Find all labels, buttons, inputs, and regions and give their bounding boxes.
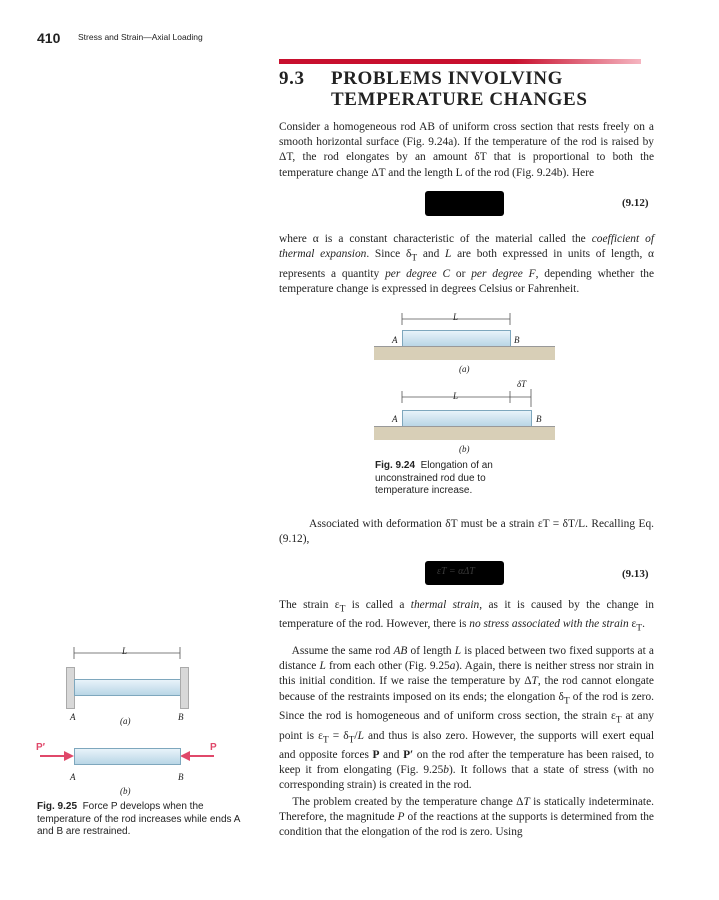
fig-9-24a-label-a: A bbox=[392, 335, 398, 345]
section-title-line1: PROBLEMS INVOLVING bbox=[331, 68, 563, 89]
fig-9-25b-force-p: P bbox=[210, 742, 217, 753]
fig-9-24b-caption: (b) bbox=[459, 444, 470, 454]
running-title: Stress and Strain—Axial Loading bbox=[78, 32, 203, 42]
paragraph-3: Associated with deformation δT must be a strain εT = δT/L. Recalling Eq. (9.12), bbox=[279, 518, 654, 546]
fig-9-24b-label-a: A bbox=[392, 414, 398, 424]
fig-9-25b-label-a: A bbox=[70, 772, 76, 782]
fig-9-25b-label-b: B bbox=[178, 772, 184, 782]
fig-9-25a-caption: (a) bbox=[120, 716, 131, 726]
paragraph-6: The problem created by the temperature change ΔT is statically indeterminate. Therefore, the magnitude P of the reactions at the supports is determined from the condition that the elongation of the rod is zero. Using bbox=[279, 796, 654, 839]
fig-9-24a-label-b: B bbox=[514, 335, 520, 345]
fig-9-25a-rod bbox=[74, 679, 181, 696]
paragraph-2: where α is a constant characteristic of the material called the coefficient of thermal expansion. Since $\delta_T$ and L are both expressed in units of length, α represents a quantity per degree C or per degree F, depending whether the temperature change is expressed in degrees Celsius or Fahrenheit. bbox=[279, 233, 654, 295]
section-number: 9.3 bbox=[279, 68, 305, 89]
fig-9-25b-force-p-prime: P′ bbox=[36, 742, 46, 753]
paragraph-4: The strain $\varepsilon_T$ is called a thermal strain, as it is caused by the change in temperature of the rod. However, there is no stress associated with the strain $\varepsilon_T$. bbox=[279, 599, 654, 634]
fig-9-24-caption-number: Fig. 9.24 bbox=[375, 460, 416, 471]
paragraph-5: Assume the same rod AB of length L is placed between two fixed supports at a distance L from each other (Fig. 9.25a). Again, there is neither stress nor strain in this initial condition. If we raise the temperature by ΔT, the rod cannot elongate because of the restraints imposed on its ends; the elongation $\delta_T$ of the rod is zero. Since the rod is homogeneous and of uniform cross section, the strain $\varepsilon_T$ at any point is $\varepsilon_T = \delta_T/L$ and thus is also zero. However, the supports will exert equal and opposite forces P and P′ on the rod after the temperature has been raised, to keep it from elongating (Fig. 9.25b). It follows that a state of stress (with no corresponding strain) is created in the rod. bbox=[279, 645, 655, 792]
fig-9-25a-label-a: A bbox=[70, 712, 76, 722]
fig-9-24b-delta-label: δT bbox=[517, 379, 527, 389]
fig-9-25-caption-number: Fig. 9.25 bbox=[37, 801, 78, 812]
page-number: 410 bbox=[37, 30, 61, 46]
fig-9-25b-caption: (b) bbox=[120, 786, 131, 796]
paragraph-1: Consider a homogeneous rod AB of uniform cross section that rests freely on a smooth horizontal surface (Fig. 9.24a). If the temperature of the rod is raised by ΔT, the rod elongates by an amount δT that is proportional to both the temperature change ΔT and the length L of the rod (Fig. 9.24b). Here bbox=[279, 121, 654, 179]
fig-9-25a-length-label: L bbox=[122, 646, 128, 656]
fig-9-25b-rod bbox=[74, 748, 181, 765]
equation-9-13-number: (9.13) bbox=[622, 568, 649, 580]
fig-9-25-caption bbox=[37, 801, 255, 839]
fig-9-24a-caption: (a) bbox=[459, 364, 470, 374]
fig-9-25a-right-support bbox=[180, 667, 189, 709]
fig-9-24a-length-label: L bbox=[453, 312, 459, 322]
fig-9-25a-label-b: B bbox=[178, 712, 184, 722]
fig-9-24-caption-text: Elongation of an unconstrained rod due to temperature increase. bbox=[375, 460, 493, 496]
equation-9-13-text: εT = αΔT bbox=[437, 566, 475, 577]
section-title-line2: TEMPERATURE CHANGES bbox=[331, 89, 588, 110]
equation-9-12-number: (9.12) bbox=[622, 197, 649, 209]
fig-9-24b-length-label: L bbox=[453, 391, 459, 401]
fig-9-25-caption-text: Force P develops when the temperature of the rod increases while ends A and B are restrained. bbox=[37, 801, 240, 837]
fig-9-24b-label-b: B bbox=[536, 414, 542, 424]
